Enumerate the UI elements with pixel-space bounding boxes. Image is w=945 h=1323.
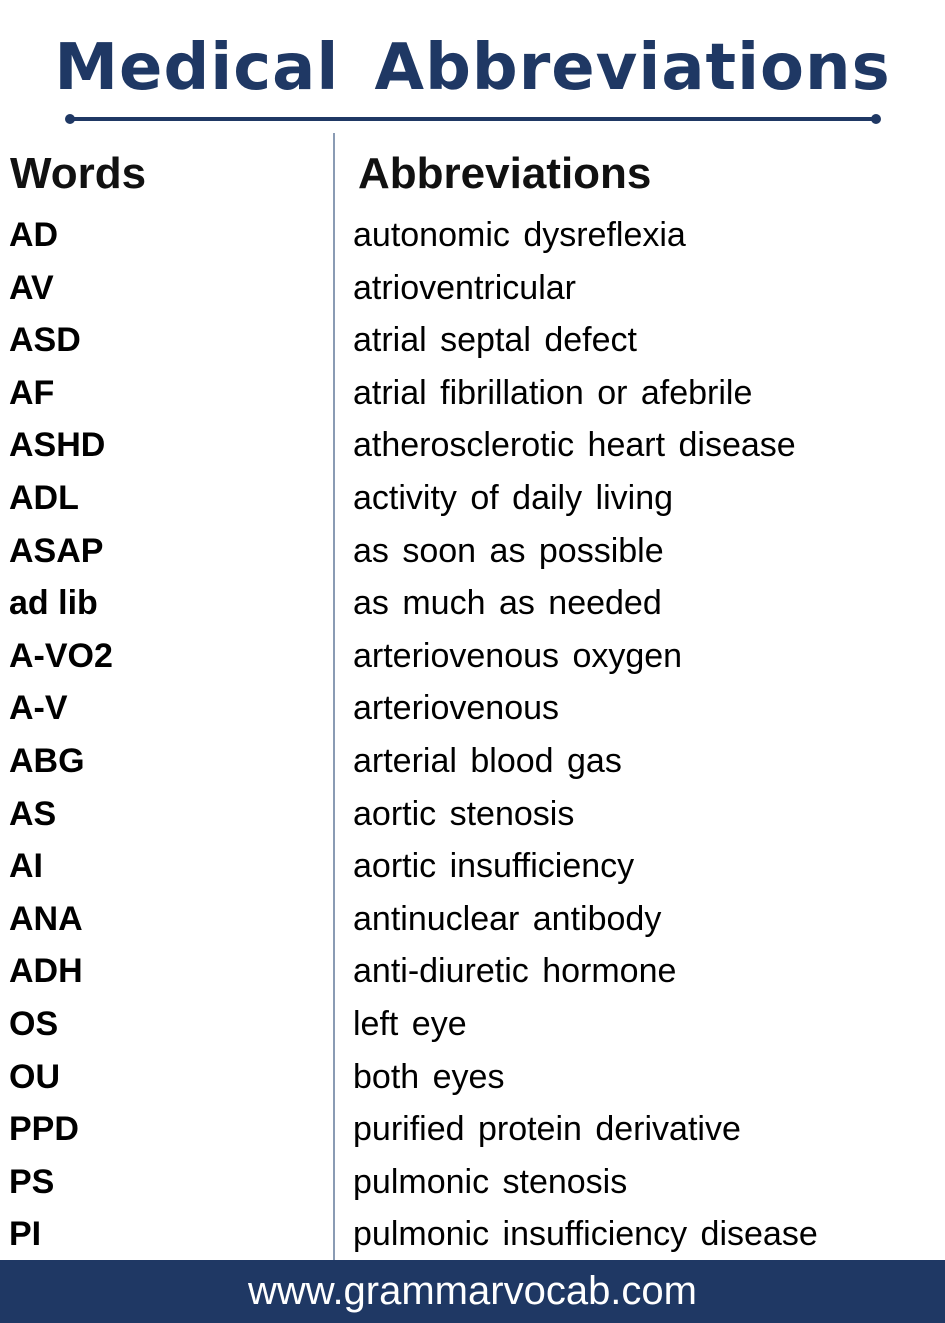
meaning-cell: activity of daily living (353, 478, 674, 517)
footer-bar (0, 1260, 945, 1323)
word-cell: ADL (9, 478, 79, 517)
abbreviation-list (0, 209, 945, 1261)
meaning-cell: antinuclear antibody (353, 899, 662, 938)
footer-website-link[interactable]: www.grammarvocab.com (247, 1269, 697, 1313)
meaning-cell: atrioventricular (353, 268, 576, 307)
word-cell: AF (9, 373, 55, 412)
underline-dot-left (65, 114, 75, 124)
list-item (0, 788, 945, 841)
list-item (0, 735, 945, 788)
meaning-cell: both eyes (353, 1057, 505, 1096)
list-item (0, 472, 945, 525)
abbreviations-column-header: Abbreviations (358, 149, 652, 198)
word-cell: AV (9, 268, 54, 307)
meaning-cell: atherosclerotic heart disease (353, 426, 796, 465)
meaning-cell: aortic stenosis (353, 794, 575, 833)
word-cell: PPD (9, 1110, 79, 1149)
page-title: Medical Abbreviations (54, 31, 891, 105)
list-item (0, 630, 945, 683)
word-cell: AI (9, 847, 43, 886)
words-column-header: Words (10, 149, 147, 198)
list-item (0, 1208, 945, 1261)
list-item (0, 893, 945, 946)
list-item (0, 682, 945, 735)
list-item (0, 998, 945, 1051)
word-cell: PI (9, 1215, 42, 1254)
list-item (0, 314, 945, 367)
word-cell: ASD (9, 321, 81, 360)
word-cell: A-VO2 (9, 636, 113, 675)
list-item (0, 577, 945, 630)
word-cell: A-V (9, 689, 68, 728)
word-cell: ADH (9, 952, 83, 991)
word-cell: ad lib (9, 584, 98, 623)
word-cell: ASHD (9, 426, 106, 465)
meaning-cell: anti-diuretic hormone (353, 952, 677, 991)
word-cell: ABG (9, 741, 85, 780)
word-cell: AD (9, 216, 59, 254)
word-cell: ASAP (9, 531, 104, 570)
underline-dot-right (871, 114, 881, 124)
list-item (0, 209, 945, 262)
meaning-cell: left eye (353, 1004, 467, 1043)
meaning-cell: purified protein derivative (353, 1110, 741, 1149)
title-underline (70, 117, 876, 121)
meaning-cell: as soon as possible (353, 531, 664, 570)
word-cell: OS (9, 1004, 59, 1043)
list-item (0, 1156, 945, 1209)
meaning-cell: atrial fibrillation or afebrile (353, 373, 753, 412)
list-item (0, 1103, 945, 1156)
meaning-cell: as much as needed (353, 584, 662, 623)
meaning-cell: aortic insufficiency (353, 847, 635, 886)
list-item (0, 840, 945, 893)
word-cell: ANA (9, 899, 83, 938)
meaning-cell: autonomic dysreflexia (353, 216, 686, 254)
meaning-cell: pulmonic stenosis (353, 1162, 628, 1201)
list-item (0, 525, 945, 578)
list-item (0, 419, 945, 472)
meaning-cell: atrial septal defect (353, 321, 637, 360)
meaning-cell: arteriovenous oxygen (353, 636, 683, 675)
word-cell: OU (9, 1057, 60, 1096)
list-item (0, 945, 945, 998)
list-item (0, 367, 945, 420)
meaning-cell: pulmonic insufficiency disease (353, 1215, 818, 1254)
meaning-cell: arteriovenous (353, 689, 560, 728)
word-cell: PS (9, 1162, 55, 1201)
list-item (0, 1051, 945, 1104)
list-item (0, 262, 945, 315)
meaning-cell: arterial blood gas (353, 741, 622, 780)
word-cell: AS (9, 794, 57, 833)
